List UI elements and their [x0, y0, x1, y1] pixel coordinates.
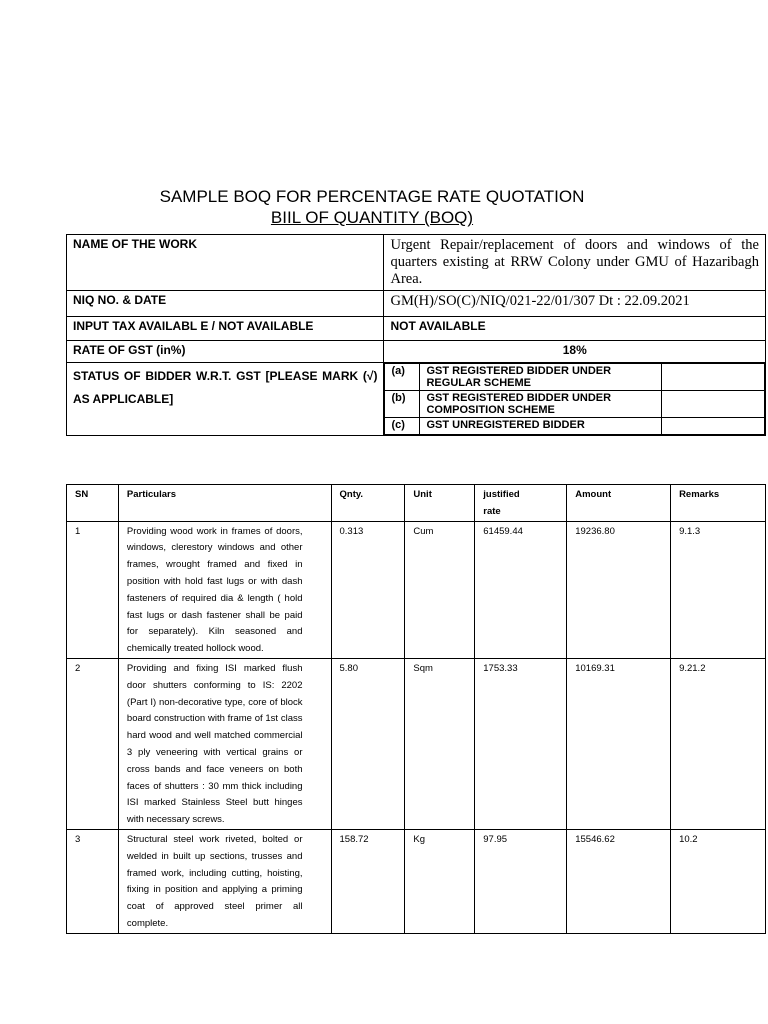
header-sn: SN — [67, 485, 119, 522]
row-remarks: 9.21.2 — [671, 658, 766, 829]
header-qnty: Qnty. — [331, 485, 405, 522]
row-sn: 3 — [67, 829, 119, 933]
row-qnty: 5.80 — [331, 658, 405, 829]
document-subtitle — [0, 208, 756, 228]
header-rate: justified rate — [475, 485, 567, 522]
gst-rate-value: 18% — [384, 341, 766, 363]
row-amount: 10169.31 — [567, 658, 671, 829]
status-option-label: (a) — [385, 364, 420, 391]
row-unit: Kg — [405, 829, 475, 933]
header-amount: Amount — [567, 485, 671, 522]
row-remarks: 9.1.3 — [671, 521, 766, 658]
niq-value: GM(H)/SO(C)/NIQ/021-22/01/307 Dt : 22.09.2021 — [384, 291, 766, 317]
status-option-c — [385, 418, 765, 435]
table-row — [67, 521, 766, 658]
work-info-table — [66, 234, 766, 436]
row-sn: 2 — [67, 658, 119, 829]
tax-value: NOT AVAILABLE — [384, 317, 766, 341]
status-option-text: GST REGISTERED BIDDER UNDER COMPOSITION SCHEME — [420, 391, 662, 418]
bidder-status-options — [384, 363, 765, 435]
boq-table — [66, 484, 766, 934]
bidder-status-label: STATUS OF BIDDER W.R.T. GST [PLEASE MARK (√) AS APPLICABLE] — [67, 363, 384, 436]
status-check-box-a[interactable] — [662, 364, 765, 391]
document-title: SAMPLE BOQ FOR PERCENTAGE RATE QUOTATION — [159, 187, 585, 206]
row-qnty: 158.72 — [331, 829, 405, 933]
status-check-box-c[interactable] — [662, 418, 765, 435]
boq-title: BIIL OF QUANTITY (BOQ) — [270, 208, 474, 227]
header-particulars: Particulars — [118, 485, 331, 522]
row-rate: 1753.33 — [475, 658, 567, 829]
row-particulars: Structural steel work riveted, bolted or welded in built up sections, trusses and framed work, including cutting, hoisting, fixing in position and applying a priming coat of approved steel primer all complete. — [118, 829, 331, 933]
header-remarks: Remarks — [671, 485, 766, 522]
row-sn: 1 — [67, 521, 119, 658]
boq-header-row — [67, 485, 766, 522]
status-option-text: GST UNREGISTERED BIDDER — [420, 418, 662, 435]
work-name-value: Urgent Repair/replacement of doors and windows of the quarters existing at RRW Colony under GMU of Hazaribagh Area. — [384, 235, 766, 291]
row-rate: 97.95 — [475, 829, 567, 933]
row-unit: Sqm — [405, 658, 475, 829]
status-option-a — [385, 364, 765, 391]
work-name-label: NAME OF THE WORK — [67, 235, 384, 291]
row-particulars: Providing wood work in frames of doors, windows, clerestory windows and other frames, wrought framed and fixed in position with hold fast lugs or with dash fasteners of required dia & length ( hold fast lugs or dash fastener shall be paid for separately). Kiln seasoned and chemically treated hollock wood. — [118, 521, 331, 658]
header-unit: Unit — [405, 485, 475, 522]
row-rate: 61459.44 — [475, 521, 567, 658]
status-check-box-b[interactable] — [662, 391, 765, 418]
row-qnty: 0.313 — [331, 521, 405, 658]
status-option-b — [385, 391, 765, 418]
niq-label: NIQ NO. & DATE — [67, 291, 384, 317]
status-option-label: (b) — [385, 391, 420, 418]
row-amount: 19236.80 — [567, 521, 671, 658]
table-row — [67, 658, 766, 829]
status-option-label: (c) — [385, 418, 420, 435]
row-unit: Cum — [405, 521, 475, 658]
row-remarks: 10.2 — [671, 829, 766, 933]
row-particulars: Providing and fixing ISI marked flush door shutters conforming to IS: 2202 (Part I) non-decorative type, core of block board construction with frame of 1st class hard wood and well matched commercial 3 ply veneering with vertical grains or cross bands and face veneers on both faces of shutters : 30 mm thick including ISI marked Stainless Steel butt hinges with necessary screws. — [118, 658, 331, 829]
status-option-text: GST REGISTERED BIDDER UNDER REGULAR SCHEME — [420, 364, 662, 391]
tax-label: INPUT TAX AVAILABL E / NOT AVAILABLE — [67, 317, 384, 341]
table-row — [67, 829, 766, 933]
row-amount: 15546.62 — [567, 829, 671, 933]
gst-rate-label: RATE OF GST (in%) — [67, 341, 384, 363]
